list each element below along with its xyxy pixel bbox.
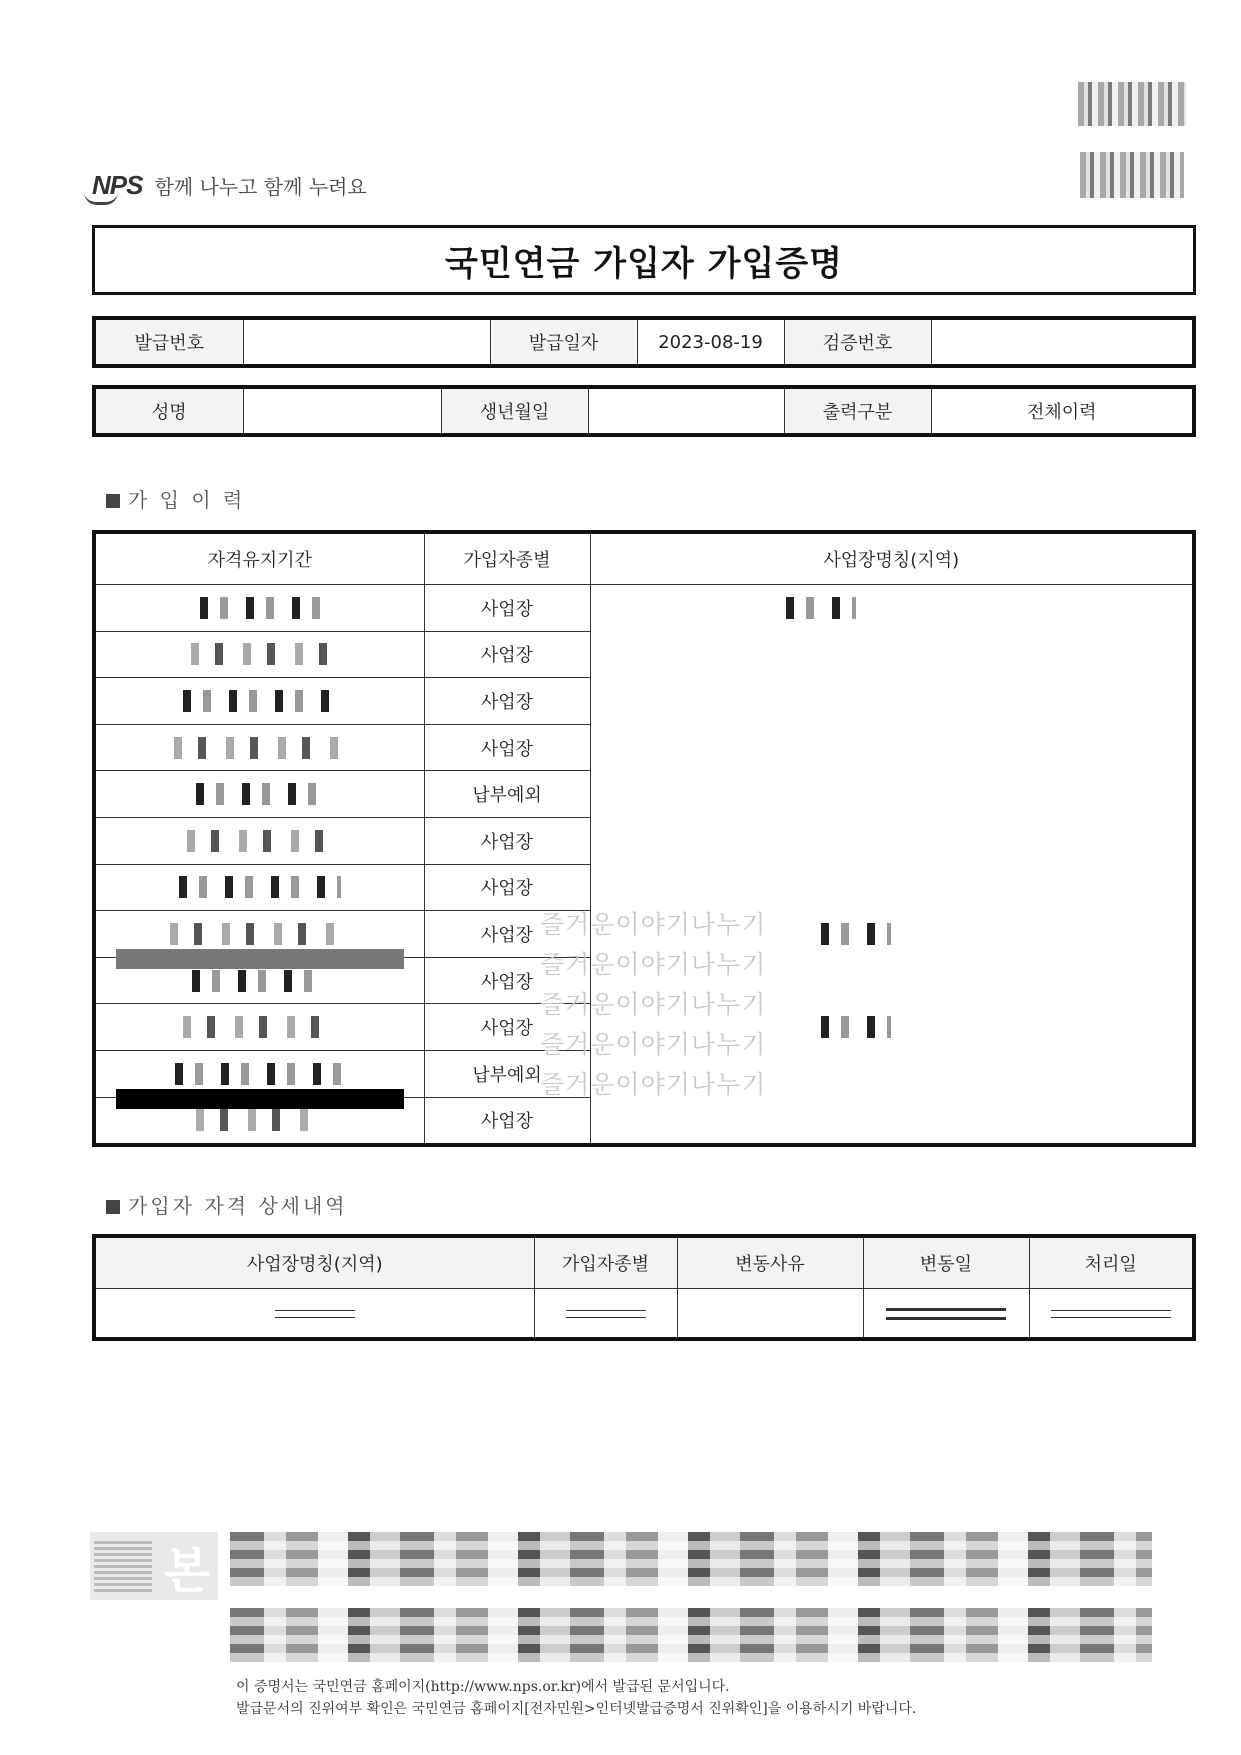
redacted-workplace-cell	[590, 631, 1194, 678]
output-type-value: 전체이력	[931, 387, 1194, 435]
redacted-cell	[94, 1289, 534, 1340]
nps-logo	[92, 170, 367, 201]
redacted-workplace-cell	[590, 585, 1194, 632]
footer-notice	[236, 1676, 916, 1720]
member-type-cell: 납부예외	[424, 771, 590, 818]
redacted-period-cell	[94, 1004, 424, 1051]
history-header-workplace: 사업장명칭(지역)	[590, 532, 1194, 585]
footer-line-2: 발급문서의 진위여부 확인은 국민연금 홈페이지[전자민원>인터넷발급증명서 진위확인]을 이용하시기 바랍니다.	[236, 1701, 917, 1717]
member-type-cell: 사업장	[424, 864, 590, 911]
member-type-cell: 사업장	[424, 911, 590, 958]
history-row	[94, 864, 1194, 911]
verify-no-value	[931, 318, 1194, 366]
member-type-cell: 사업장	[424, 1004, 590, 1051]
output-type-label: 출력구분	[784, 387, 931, 435]
history-row	[94, 631, 1194, 678]
document-title: 국민연금 가입자 가입증명	[445, 243, 843, 284]
member-type-cell: 사업장	[424, 724, 590, 771]
empty-cell	[677, 1289, 863, 1340]
redacted-barcode-1	[230, 1532, 1152, 1586]
redacted-period-cell	[94, 864, 424, 911]
redacted-code-top	[1078, 82, 1186, 126]
redacted-period-cell	[94, 957, 424, 1004]
nps-slogan: 함께 나누고 함께 누려요	[154, 175, 367, 199]
issue-info-table	[92, 316, 1196, 368]
redacted-workplace-cell	[590, 817, 1194, 864]
watermark-text: 즐거운이야기나누기	[540, 910, 767, 939]
footer-line-1: 이 증명서는 국민연금 홈페이지(http://www.nps.or.kr)에서 발급된 문서입니다.	[236, 1679, 730, 1695]
detail-header-reason: 변동사유	[677, 1236, 863, 1289]
member-type-cell: 사업장	[424, 678, 590, 725]
history-header-type: 가입자종별	[424, 532, 590, 585]
redacted-period-cell	[94, 1097, 424, 1145]
issue-no-label: 발급번호	[94, 318, 243, 366]
redacted-period-cell	[94, 724, 424, 771]
official-seal: 본	[90, 1532, 218, 1600]
birth-label: 생년월일	[441, 387, 588, 435]
nps-logo-mark: NPS	[92, 170, 143, 200]
redacted-cell	[1029, 1289, 1194, 1340]
redacted-workplace-cell	[590, 1097, 1194, 1145]
history-row	[94, 585, 1194, 632]
redacted-period-cell	[94, 911, 424, 958]
history-header-period: 자격유지기간	[94, 532, 424, 585]
detail-header-change-date: 변동일	[863, 1236, 1029, 1289]
watermark-text: 즐거운이야기나누기	[540, 950, 767, 979]
birth-value	[588, 387, 784, 435]
member-type-cell: 사업장	[424, 1097, 590, 1145]
redacted-barcode-2	[230, 1608, 1152, 1662]
detail-table	[92, 1234, 1196, 1341]
history-row	[94, 724, 1194, 771]
detail-section-title: 가입자 자격 상세내역	[106, 1190, 348, 1219]
member-type-cell: 납부예외	[424, 1050, 590, 1097]
history-row	[94, 678, 1194, 725]
detail-header-type: 가입자종별	[534, 1236, 677, 1289]
history-row	[94, 771, 1194, 818]
issue-date-value: 2023-08-19	[637, 318, 784, 366]
redacted-workplace-cell	[590, 678, 1194, 725]
redacted-period-cell	[94, 585, 424, 632]
detail-header-process-date: 처리일	[1029, 1236, 1194, 1289]
section-square-icon	[106, 494, 120, 508]
redacted-period-cell	[94, 1050, 424, 1097]
issue-no-value	[243, 318, 490, 366]
redacted-workplace-cell	[590, 864, 1194, 911]
redacted-workplace-cell	[590, 724, 1194, 771]
redacted-period-cell	[94, 771, 424, 818]
redacted-cell	[534, 1289, 677, 1340]
redacted-workplace-cell	[590, 771, 1194, 818]
member-type-cell: 사업장	[424, 631, 590, 678]
redacted-cell	[863, 1289, 1029, 1340]
issue-date-label: 발급일자	[490, 318, 637, 366]
detail-row	[94, 1289, 1194, 1340]
member-type-cell: 사업장	[424, 957, 590, 1004]
person-info-table	[92, 385, 1196, 437]
member-type-cell: 사업장	[424, 817, 590, 864]
redacted-period-cell	[94, 678, 424, 725]
history-section-title: 가 입 이 력	[106, 484, 245, 513]
history-row	[94, 817, 1194, 864]
name-label: 성명	[94, 387, 243, 435]
watermark-text: 즐거운이야기나누기	[540, 1070, 767, 1099]
member-type-cell: 사업장	[424, 585, 590, 632]
redacted-period-cell	[94, 817, 424, 864]
watermark-text: 즐거운이야기나누기	[540, 990, 767, 1019]
name-value	[243, 387, 441, 435]
watermark-text: 즐거운이야기나누기	[540, 1030, 767, 1059]
history-row	[94, 1097, 1194, 1145]
document-title-box	[92, 225, 1196, 295]
redacted-code-bottom	[1080, 152, 1184, 198]
verify-no-label: 검증번호	[784, 318, 931, 366]
section-square-icon	[106, 1200, 120, 1214]
redacted-period-cell	[94, 631, 424, 678]
detail-header-workplace: 사업장명칭(지역)	[94, 1236, 534, 1289]
